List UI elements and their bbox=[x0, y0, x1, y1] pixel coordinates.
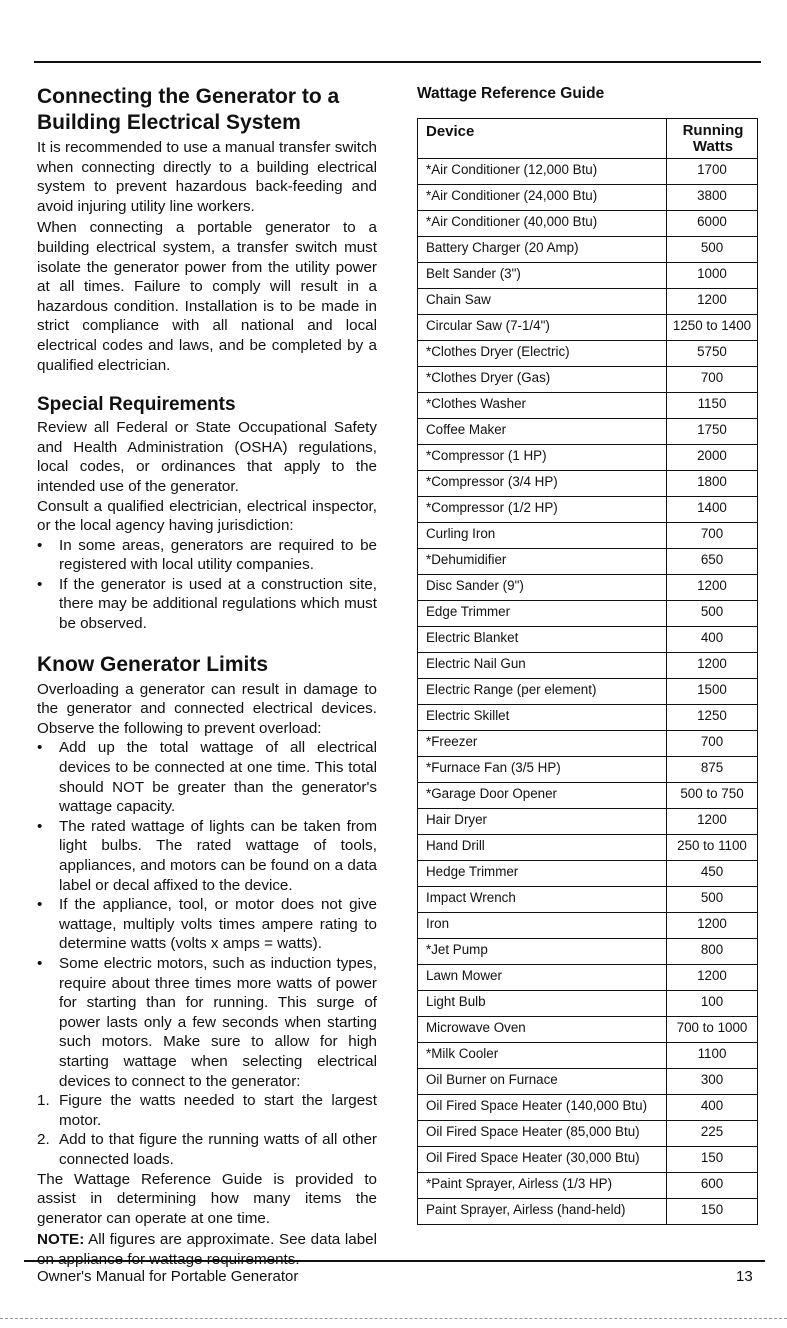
table-row bbox=[418, 757, 758, 783]
watts-cell: 5750 bbox=[667, 341, 758, 367]
table-row bbox=[418, 367, 758, 393]
watts-cell: 875 bbox=[667, 757, 758, 783]
watts-cell: 100 bbox=[667, 991, 758, 1017]
table-row bbox=[418, 419, 758, 445]
column-header-device: Device bbox=[418, 119, 667, 159]
watts-cell: 1200 bbox=[667, 809, 758, 835]
device-cell: *Clothes Dryer (Gas) bbox=[418, 367, 667, 393]
watts-cell: 6000 bbox=[667, 211, 758, 237]
watts-cell: 600 bbox=[667, 1173, 758, 1199]
bullet-marker: • bbox=[37, 896, 43, 914]
heading-connecting: Connecting the Generator to a Building Electrical System bbox=[37, 85, 340, 134]
table-row bbox=[418, 939, 758, 965]
bullet-item: • Some electric motors, such as induction types, require about three times more watts of power for starting than for running. This surge of power lasts only a few seconds when starting such motors. Make sure to allow for high starting wattage when selecting electrical devices to connect to the generator: bbox=[37, 954, 377, 1090]
bullet-item: • If the generator is used at a construction site, there may be additional regulations which must be observed. bbox=[37, 575, 377, 633]
table-row bbox=[418, 1199, 758, 1225]
table-row bbox=[418, 1173, 758, 1199]
bullet-item: • In some areas, generators are required to be registered with local utility companies. bbox=[37, 536, 377, 574]
device-cell: *Air Conditioner (24,000 Btu) bbox=[418, 185, 667, 211]
table-row bbox=[418, 991, 758, 1017]
watts-cell: 700 to 1000 bbox=[667, 1017, 758, 1043]
bullet-item: • The rated wattage of lights can be taken from light bulbs. The rated wattage of tools, appliances, and motors can be found on a data label or decal affixed to the device. bbox=[37, 817, 377, 894]
numbered-item: 2. Add to that figure the running watts of all other connected loads. bbox=[37, 1131, 377, 1168]
table-row bbox=[418, 1147, 758, 1173]
bullet-marker: • bbox=[37, 954, 43, 972]
table-header-row bbox=[418, 119, 758, 159]
paragraph: Overloading a generator can result in damage to the generator and connected electrical devices. Observe the following to prevent overload: bbox=[37, 680, 377, 737]
table-row bbox=[418, 211, 758, 237]
device-cell: Oil Fired Space Heater (140,000 Btu) bbox=[418, 1095, 667, 1121]
watts-cell: 1200 bbox=[667, 575, 758, 601]
device-cell: *Jet Pump bbox=[418, 939, 667, 965]
watts-cell: 500 bbox=[667, 237, 758, 263]
table-row bbox=[418, 1069, 758, 1095]
table-row bbox=[418, 627, 758, 653]
device-cell: Lawn Mower bbox=[418, 965, 667, 991]
table-row bbox=[418, 835, 758, 861]
watts-cell: 150 bbox=[667, 1147, 758, 1173]
table-row bbox=[418, 861, 758, 887]
table-row bbox=[418, 549, 758, 575]
table-row bbox=[418, 705, 758, 731]
heading-generator-limits: Know Generator Limits bbox=[37, 652, 269, 676]
device-cell: Hand Drill bbox=[418, 835, 667, 861]
device-cell: Electric Skillet bbox=[418, 705, 667, 731]
watts-cell: 300 bbox=[667, 1069, 758, 1095]
table-row bbox=[418, 887, 758, 913]
watts-cell: 500 bbox=[667, 887, 758, 913]
watts-cell: 1750 bbox=[667, 419, 758, 445]
watts-cell: 1200 bbox=[667, 965, 758, 991]
device-cell: *Compressor (3/4 HP) bbox=[418, 471, 667, 497]
device-cell: *Compressor (1 HP) bbox=[418, 445, 667, 471]
section-connecting bbox=[37, 84, 377, 375]
watts-cell: 650 bbox=[667, 549, 758, 575]
note bbox=[37, 1230, 377, 1269]
watts-cell: 1200 bbox=[667, 653, 758, 679]
table-row bbox=[418, 965, 758, 991]
table-row bbox=[418, 159, 758, 185]
watts-cell: 2000 bbox=[667, 445, 758, 471]
device-cell: Electric Blanket bbox=[418, 627, 667, 653]
table-row bbox=[418, 601, 758, 627]
number-marker: 1. bbox=[37, 1092, 50, 1110]
device-cell: Paint Sprayer, Airless (hand-held) bbox=[418, 1199, 667, 1225]
watts-cell: 250 to 1100 bbox=[667, 835, 758, 861]
watts-cell: 1200 bbox=[667, 289, 758, 315]
watts-cell: 700 bbox=[667, 731, 758, 757]
table-row bbox=[418, 575, 758, 601]
section-generator-limits bbox=[37, 652, 377, 1270]
paragraph: The Wattage Reference Guide is provided to assist in determining how many items the generator can operate at one time. bbox=[37, 1170, 377, 1227]
watts-cell: 225 bbox=[667, 1121, 758, 1147]
watts-cell: 1150 bbox=[667, 393, 758, 419]
table-row bbox=[418, 445, 758, 471]
table-row bbox=[418, 471, 758, 497]
bullet-item: • If the appliance, tool, or motor does not give wattage, multiply volts times ampere rating to determine watts (volts x amps = watts). bbox=[37, 896, 377, 953]
device-cell: Hair Dryer bbox=[418, 809, 667, 835]
table-row bbox=[418, 1043, 758, 1069]
note-label: NOTE: bbox=[37, 1231, 85, 1249]
device-cell: Light Bulb bbox=[418, 991, 667, 1017]
watts-cell: 500 to 750 bbox=[667, 783, 758, 809]
watts-cell: 1000 bbox=[667, 263, 758, 289]
table-row bbox=[418, 913, 758, 939]
device-cell: *Compressor (1/2 HP) bbox=[418, 497, 667, 523]
watts-cell: 450 bbox=[667, 861, 758, 887]
device-cell: *Furnace Fan (3/5 HP) bbox=[418, 757, 667, 783]
number-marker: 2. bbox=[37, 1131, 50, 1149]
watts-cell: 1800 bbox=[667, 471, 758, 497]
watts-cell: 1400 bbox=[667, 497, 758, 523]
device-cell: Electric Nail Gun bbox=[418, 653, 667, 679]
watts-cell: 150 bbox=[667, 1199, 758, 1225]
device-cell: *Air Conditioner (40,000 Btu) bbox=[418, 211, 667, 237]
column-header-running-watts: Running Watts bbox=[667, 119, 758, 159]
page-edge-dotted-line bbox=[0, 1318, 787, 1320]
device-cell: Hedge Trimmer bbox=[418, 861, 667, 887]
device-cell: Iron bbox=[418, 913, 667, 939]
watts-cell: 700 bbox=[667, 523, 758, 549]
device-cell: Battery Charger (20 Amp) bbox=[418, 237, 667, 263]
table-row bbox=[418, 497, 758, 523]
table-title: Wattage Reference Guide bbox=[417, 85, 605, 102]
device-cell: Belt Sander (3") bbox=[418, 263, 667, 289]
watts-cell: 400 bbox=[667, 1095, 758, 1121]
device-cell: Oil Burner on Furnace bbox=[418, 1069, 667, 1095]
device-cell: *Clothes Washer bbox=[418, 393, 667, 419]
footer-title: Owner's Manual for Portable Generator bbox=[37, 1268, 299, 1285]
watts-cell: 500 bbox=[667, 601, 758, 627]
device-cell: Coffee Maker bbox=[418, 419, 667, 445]
wattage-table bbox=[417, 118, 758, 1225]
watts-cell: 1700 bbox=[667, 159, 758, 185]
watts-cell: 400 bbox=[667, 627, 758, 653]
bullet-marker: • bbox=[37, 817, 43, 835]
table-row bbox=[418, 809, 758, 835]
device-cell: Chain Saw bbox=[418, 289, 667, 315]
table-row bbox=[418, 1121, 758, 1147]
note-text: All figures are approximate. See data label bbox=[88, 1231, 377, 1249]
table-row bbox=[418, 341, 758, 367]
device-cell: Edge Trimmer bbox=[418, 601, 667, 627]
table-body bbox=[418, 159, 758, 1225]
paragraph: Consult a qualified electrician, electrical inspector, or the local agency having jurisdiction: bbox=[37, 497, 377, 535]
table-row bbox=[418, 393, 758, 419]
table-row bbox=[418, 653, 758, 679]
table-row bbox=[418, 1017, 758, 1043]
table-row bbox=[418, 783, 758, 809]
device-cell: Circular Saw (7-1/4") bbox=[418, 315, 667, 341]
device-cell: *Garage Door Opener bbox=[418, 783, 667, 809]
bullet-item: • Add up the total wattage of all electrical devices to be connected at one time. This total should NOT be greater than the generator's wattage capacity. bbox=[37, 739, 377, 816]
heading-special-requirements: Special Requirements bbox=[37, 394, 236, 416]
watts-cell: 3800 bbox=[667, 185, 758, 211]
bullet-marker: • bbox=[37, 575, 43, 593]
watts-cell: 1200 bbox=[667, 913, 758, 939]
paragraph: It is recommended to use a manual transfer switch when connecting directly to a building electrical system to prevent hazardous back-feeding and avoid injuring utility line workers. bbox=[37, 139, 377, 215]
device-cell: *Milk Cooler bbox=[418, 1043, 667, 1069]
device-cell: *Paint Sprayer, Airless (1/3 HP) bbox=[418, 1173, 667, 1199]
numbered-item: 1. Figure the watts needed to start the largest motor. bbox=[37, 1092, 377, 1129]
watts-cell: 1100 bbox=[667, 1043, 758, 1069]
table-row bbox=[418, 679, 758, 705]
device-cell: Electric Range (per element) bbox=[418, 679, 667, 705]
section-special-requirements bbox=[37, 393, 377, 634]
watts-cell: 1250 to 1400 bbox=[667, 315, 758, 341]
table-row bbox=[418, 523, 758, 549]
device-cell: Curling Iron bbox=[418, 523, 667, 549]
table-row bbox=[418, 185, 758, 211]
device-cell: *Clothes Dryer (Electric) bbox=[418, 341, 667, 367]
bullet-marker: • bbox=[37, 536, 43, 554]
table-row bbox=[418, 289, 758, 315]
device-cell: Oil Fired Space Heater (85,000 Btu) bbox=[418, 1121, 667, 1147]
table-row bbox=[418, 315, 758, 341]
table-row bbox=[418, 237, 758, 263]
watts-cell: 1250 bbox=[667, 705, 758, 731]
device-cell: *Air Conditioner (12,000 Btu) bbox=[418, 159, 667, 185]
watts-cell: 800 bbox=[667, 939, 758, 965]
paragraph: When connecting a portable generator to a building electrical system, a transfer switch must isolate the generator power from the utility power at all times. Failure to comply will result in a hazardous condition. Installation is to be made in strict compliance with all national and local electrical codes and laws, and be completed by a qualified electrician. bbox=[37, 219, 377, 374]
top-rule bbox=[34, 61, 761, 63]
device-cell: Disc Sander (9") bbox=[418, 575, 667, 601]
table-row bbox=[418, 1095, 758, 1121]
table-row bbox=[418, 263, 758, 289]
right-column bbox=[417, 84, 758, 1225]
left-column bbox=[37, 84, 377, 1287]
bottom-rule bbox=[24, 1260, 765, 1262]
bullet-marker: • bbox=[37, 739, 43, 757]
device-cell: *Freezer bbox=[418, 731, 667, 757]
device-cell: Microwave Oven bbox=[418, 1017, 667, 1043]
table-row bbox=[418, 731, 758, 757]
watts-cell: 700 bbox=[667, 367, 758, 393]
paragraph: Review all Federal or State Occupational Safety and Health Administration (OSHA) regulations, local codes, or ordinances that apply to the intended use of the generator. bbox=[37, 419, 377, 495]
watts-cell: 1500 bbox=[667, 679, 758, 705]
device-cell: Oil Fired Space Heater (30,000 Btu) bbox=[418, 1147, 667, 1173]
page-number: 13 bbox=[736, 1268, 753, 1285]
device-cell: *Dehumidifier bbox=[418, 549, 667, 575]
device-cell: Impact Wrench bbox=[418, 887, 667, 913]
